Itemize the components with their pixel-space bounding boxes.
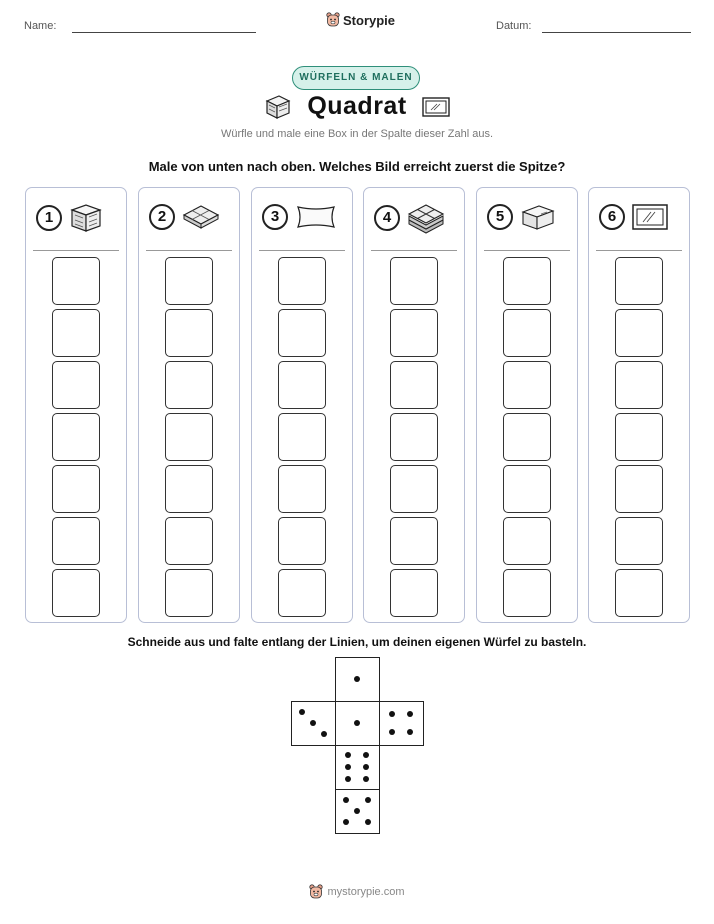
column-divider (371, 250, 457, 251)
pip (389, 729, 395, 735)
title-row (0, 92, 714, 121)
die-face-1 (335, 701, 380, 746)
pip (363, 764, 369, 770)
color-box[interactable] (52, 257, 100, 305)
color-box[interactable] (615, 465, 663, 513)
die-face-5 (335, 789, 380, 834)
die-face-3 (291, 701, 336, 746)
column-1 (25, 187, 127, 623)
color-box[interactable] (390, 465, 438, 513)
column-4 (363, 187, 465, 623)
wooden-cube-icon (68, 202, 104, 234)
pip (345, 752, 351, 758)
pip (343, 819, 349, 825)
date-label: Datum: (496, 20, 532, 32)
pip (407, 729, 413, 735)
color-box[interactable] (390, 361, 438, 409)
pip (310, 720, 316, 726)
pip (343, 797, 349, 803)
column-divider (259, 250, 345, 251)
pip (354, 808, 360, 814)
pip (389, 711, 395, 717)
square-cushion-icon (181, 202, 221, 232)
pip (354, 676, 360, 682)
bear-icon (326, 12, 340, 28)
column-divider (33, 250, 119, 251)
color-box[interactable] (52, 309, 100, 357)
column-divider (596, 250, 682, 251)
column-number: 1 (36, 205, 62, 231)
column-5 (476, 187, 578, 623)
footer-url[interactable]: mystorypie.com (327, 886, 405, 898)
category-badge: WÜRFELN & MALEN (292, 66, 420, 90)
bear-icon (309, 884, 323, 900)
column-6 (588, 187, 690, 623)
color-box[interactable] (165, 257, 213, 305)
die-face-4 (379, 701, 424, 746)
color-box[interactable] (165, 309, 213, 357)
column-number: 2 (149, 204, 175, 230)
date-line[interactable] (542, 32, 691, 33)
color-box[interactable] (503, 309, 551, 357)
pip (365, 797, 371, 803)
die-face-1 (335, 657, 380, 702)
name-line[interactable] (72, 32, 256, 33)
color-box[interactable] (278, 413, 326, 461)
color-box[interactable] (52, 569, 100, 617)
color-box[interactable] (278, 257, 326, 305)
color-box[interactable] (165, 465, 213, 513)
color-box[interactable] (503, 569, 551, 617)
color-box[interactable] (390, 569, 438, 617)
cut-instruction: Schneide aus und falte entlang der Linien, um deinen eigenen Würfel zu basteln. (127, 635, 587, 649)
page-title: Quadrat (307, 92, 407, 120)
color-box[interactable] (165, 413, 213, 461)
color-box[interactable] (390, 517, 438, 565)
color-box[interactable] (165, 517, 213, 565)
color-box[interactable] (278, 361, 326, 409)
footer (0, 884, 714, 900)
color-box[interactable] (503, 361, 551, 409)
pip (354, 720, 360, 726)
wooden-cube-icon (263, 93, 293, 121)
color-box[interactable] (390, 309, 438, 357)
pip (363, 752, 369, 758)
pip (407, 711, 413, 717)
color-box[interactable] (278, 309, 326, 357)
column-divider (146, 250, 232, 251)
instruction: Male von unten nach oben. Welches Bild erreicht zuerst die Spitze? (148, 159, 566, 174)
picture-frame-icon (631, 202, 669, 232)
name-label: Name: (24, 20, 57, 32)
dice-net (291, 657, 425, 835)
column-number: 6 (599, 204, 625, 230)
color-box[interactable] (615, 517, 663, 565)
storypie-logo (326, 12, 395, 28)
ice-cube-icon (519, 202, 557, 232)
column-2 (138, 187, 240, 623)
color-box[interactable] (165, 569, 213, 617)
column-3 (251, 187, 353, 623)
color-box[interactable] (615, 309, 663, 357)
color-box[interactable] (52, 361, 100, 409)
pip (321, 731, 327, 737)
pip (363, 776, 369, 782)
picture-frame-icon (421, 95, 451, 119)
column-number: 4 (374, 205, 400, 231)
color-box[interactable] (52, 465, 100, 513)
color-box[interactable] (615, 413, 663, 461)
color-box[interactable] (278, 465, 326, 513)
color-box[interactable] (390, 413, 438, 461)
color-box[interactable] (165, 361, 213, 409)
column-number: 3 (262, 204, 288, 230)
subtitle: Würfle und male eine Box in der Spalte dieser Zahl aus. (220, 128, 494, 140)
color-box[interactable] (615, 361, 663, 409)
color-box[interactable] (503, 465, 551, 513)
pip (365, 819, 371, 825)
column-number: 5 (487, 204, 513, 230)
pillow-icon (294, 202, 338, 232)
color-box[interactable] (503, 517, 551, 565)
pip (345, 764, 351, 770)
color-box[interactable] (615, 569, 663, 617)
color-box[interactable] (615, 257, 663, 305)
die-face-6 (335, 745, 380, 790)
pip (345, 776, 351, 782)
color-box[interactable] (390, 257, 438, 305)
color-box[interactable] (503, 257, 551, 305)
stacked-napkins-icon (406, 202, 446, 234)
pip (299, 709, 305, 715)
color-box[interactable] (52, 517, 100, 565)
column-divider (484, 250, 570, 251)
color-box[interactable] (278, 569, 326, 617)
color-box[interactable] (278, 517, 326, 565)
brand-name: Storypie (343, 12, 396, 28)
color-box[interactable] (52, 413, 100, 461)
color-box[interactable] (503, 413, 551, 461)
